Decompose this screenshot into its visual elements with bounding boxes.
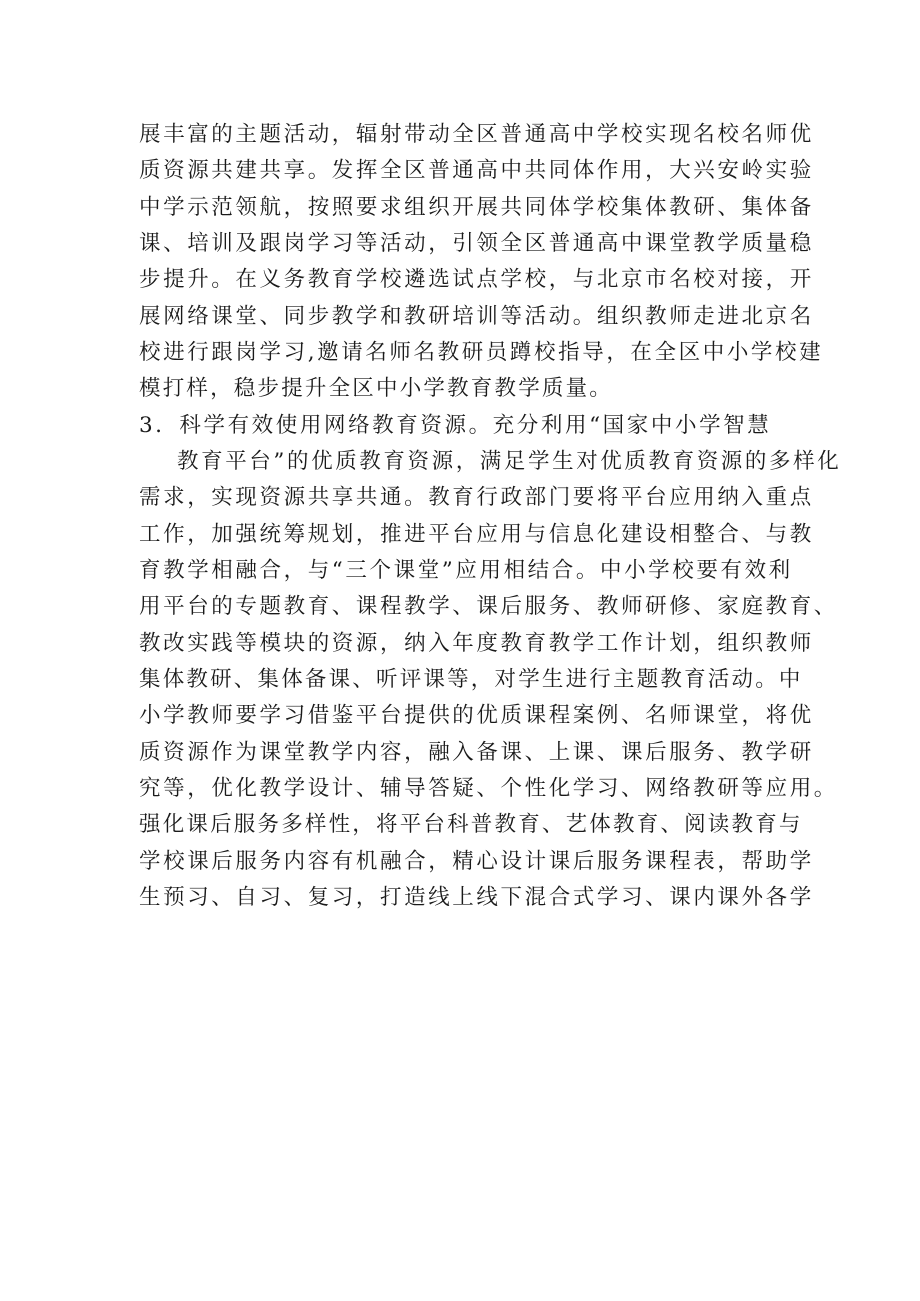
text-line-8: 模打样，稳步提升全区中小学教育教学质量。 bbox=[139, 376, 614, 401]
text-line-21: 学校课后服务内容有机融合，精心设计课后服务课程表，帮助学 bbox=[139, 849, 814, 874]
text-line-20: 强化课后服务多样性，将平台科普教育、艺体教育、阅读教育与 bbox=[139, 812, 803, 837]
text-line-2: 质资源共建共享。发挥全区普通高中共同体作用，大兴安岭实验 bbox=[139, 158, 814, 183]
text-line-3: 中学示范领航，按照要求组织开展共同体学校集体教研、集体备 bbox=[139, 195, 814, 220]
text-line-7: 校进行跟岗学习,邀请名师名教研员蹲校指导，在全区中小学校建 bbox=[139, 340, 824, 365]
text-line-19: 究等，优化教学设计、辅导答疑、个性化学习、网络教研等应用。 bbox=[139, 776, 838, 801]
text-line-12: 工作，加强统筹规划，推进平台应用与信息化建设相整合、与教 bbox=[139, 522, 814, 547]
text-line-11: 需求，实现资源共享共通。教育行政部门要将平台应用纳入重点 bbox=[139, 485, 814, 510]
text-line-17: 小学教师要学习借鉴平台提供的优质课程案例、名师课堂，将优 bbox=[139, 703, 814, 728]
text-line-10: 教育平台”的优质教育资源，满足学生对优质教育资源的多样化 bbox=[177, 449, 842, 474]
text-line-13: 育教学相融合，与“三个课堂”应用相结合。中小学校要有效利 bbox=[139, 558, 793, 583]
text-line-15: 教改实践等模块的资源，纳入年度教育教学工作计划，组织教师 bbox=[139, 631, 814, 656]
text-line-16: 集体教研、集体备课、听评课等，对学生进行主题教育活动。中 bbox=[139, 667, 803, 692]
text-line-14: 用平台的专题教育、课程教学、课后服务、教师研修、家庭教育、 bbox=[139, 594, 838, 619]
text-line-9: 3．科学有效使用网络教育资源。充分利用“国家中小学智慧 bbox=[139, 413, 772, 438]
text-line-18: 质资源作为课堂教学内容，融入备课、上课、课后服务、教学研 bbox=[139, 740, 814, 765]
text-line-4: 课、培训及跟岗学习等活动，引领全区普通高中课堂教学质量稳 bbox=[139, 231, 814, 256]
text-line-22: 生预习、自习、复习，打造线上线下混合式学习、课内课外各学 bbox=[139, 885, 814, 910]
text-line-6: 展网络课堂、同步教学和教研培训等活动。组织教师走进北京名 bbox=[139, 304, 814, 329]
text-line-1: 展丰富的主题活动，辐射带动全区普通高中学校实现名校名师优 bbox=[139, 122, 814, 147]
text-line-5: 步提升。在义务教育学校遴选试点学校，与北京市名校对接，开 bbox=[139, 267, 814, 292]
